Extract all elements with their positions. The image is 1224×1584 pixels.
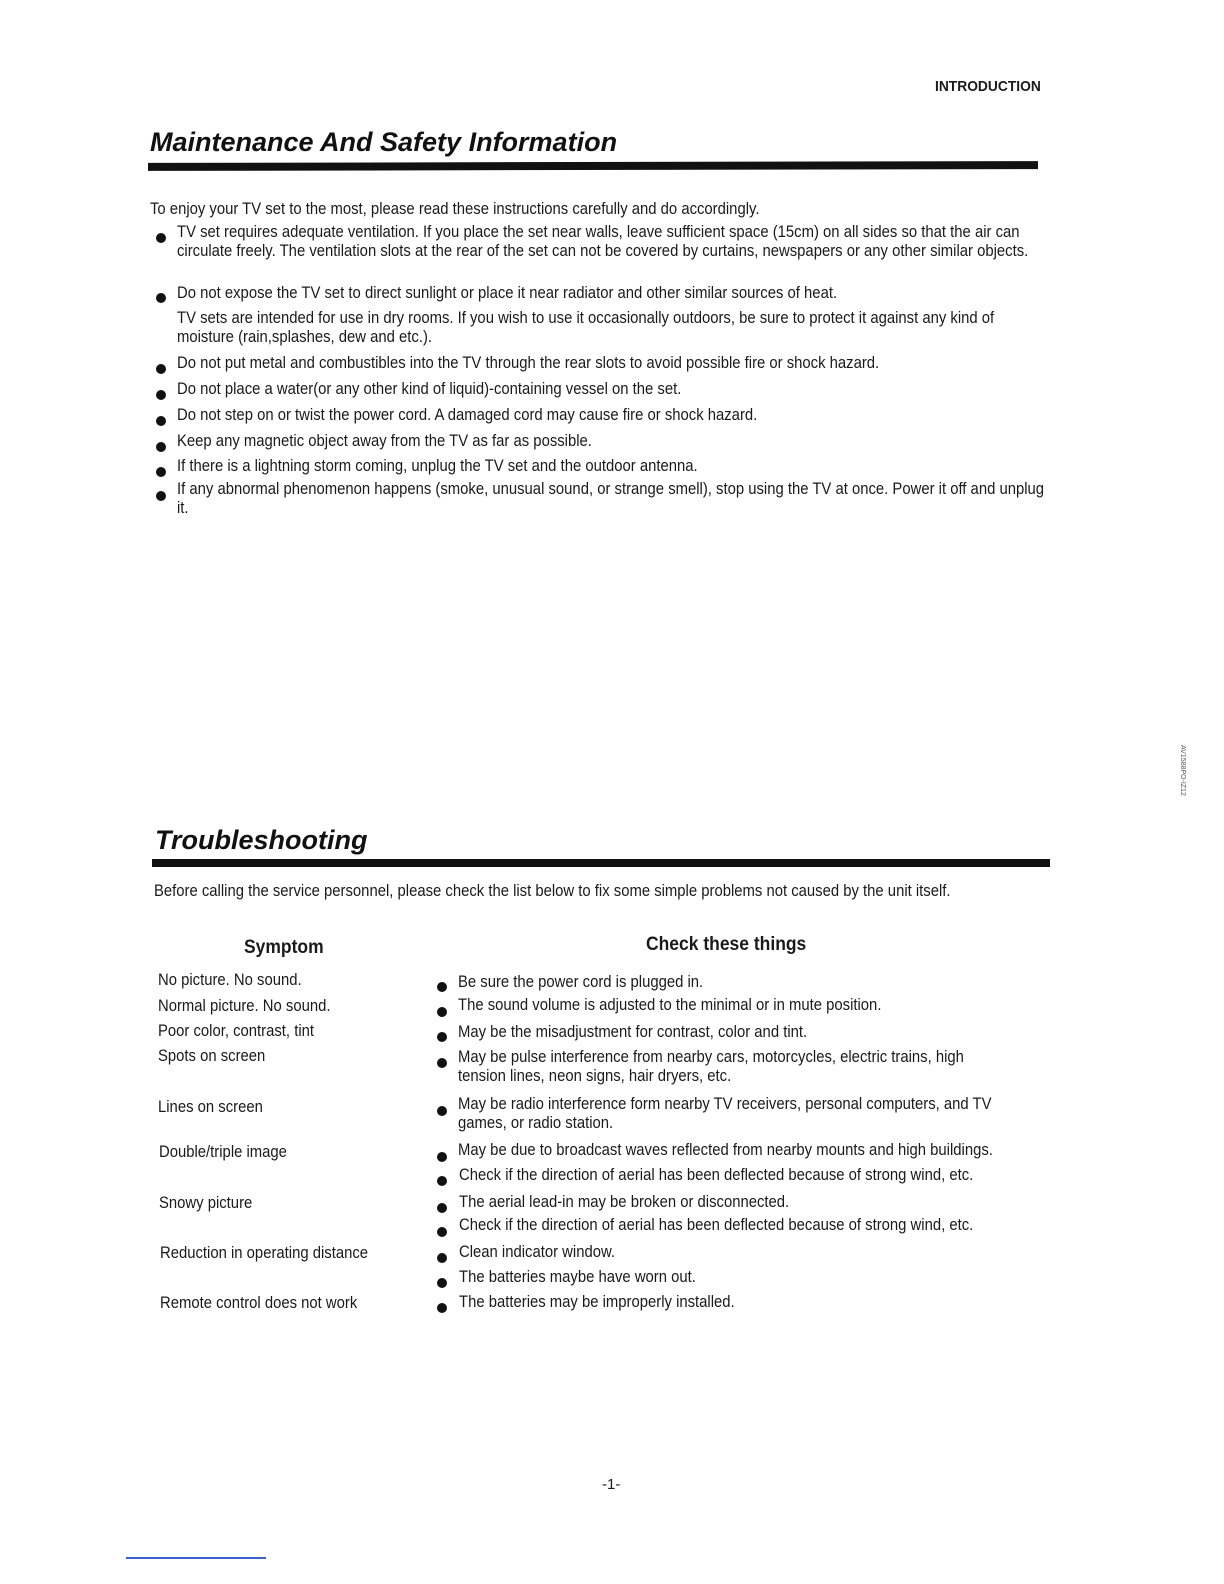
check-item: May be pulse interference from nearby cars, motorcycles, electric trains, high tension lines, neon signs, hair dryers, etc. (458, 1048, 964, 1085)
check-item: The batteries maybe have worn out. (459, 1268, 696, 1286)
bullet-dot (437, 1058, 447, 1068)
bullet-dot (437, 1227, 447, 1237)
bullet-dot (437, 1032, 447, 1042)
check-item: Check if the direction of aerial has been deflected because of strong wind, etc. (459, 1166, 974, 1184)
symptom-item: Lines on screen (158, 1098, 263, 1116)
maintenance-item: Do not expose the TV set to direct sunlight or place it near radiator and other similar sources of heat. (177, 284, 838, 302)
maintenance-intro: To enjoy your TV set to the most, please read these instructions carefully and do accordingly. (150, 200, 760, 218)
maintenance-note: TV sets are intended for use in dry rooms. If you wish to use it occasionally outdoors, be sure to protect it against any kind of moisture (rain,splashes, dew and etc.). (177, 309, 995, 346)
troubleshooting-title-rule (152, 859, 1050, 867)
check-item: May be the misadjustment for contrast, color and tint. (458, 1023, 808, 1041)
scan-edge-line (126, 1557, 266, 1559)
bullet-dot (437, 1176, 447, 1186)
symptom-item: No picture. No sound. (158, 971, 302, 989)
bullet-dot (437, 1007, 447, 1017)
symptom-item: Normal picture. No sound. (158, 997, 331, 1015)
check-item: Be sure the power cord is plugged in. (458, 973, 704, 991)
check-item: The aerial lead-in may be broken or disconnected. (459, 1193, 790, 1211)
maintenance-title-rule (148, 161, 1038, 171)
check-item: May be due to broadcast waves reflected from nearby mounts and high buildings. (458, 1141, 993, 1159)
symptom-column-header: Symptom (244, 937, 324, 958)
bullet-dot (156, 467, 166, 477)
section-label: INTRODUCTION (935, 78, 1041, 95)
symptom-item: Remote control does not work (160, 1294, 358, 1312)
check-column-header: Check these things (646, 934, 807, 955)
page-number: -1- (602, 1476, 621, 1493)
bullet-dot (156, 364, 166, 374)
maintenance-item: Do not put metal and combustibles into the TV through the rear slots to avoid possible fire or shock hazard. (177, 354, 880, 372)
symptom-item: Spots on screen (158, 1047, 266, 1065)
bullet-dot (156, 416, 166, 426)
bullet-dot (437, 1106, 447, 1116)
check-item: May be radio interference form nearby TV receivers, personal computers, and TV games, or radio station. (458, 1095, 992, 1132)
bullet-dot (437, 1253, 447, 1263)
bullet-dot (156, 491, 166, 501)
bullet-dot (437, 982, 447, 992)
bullet-dot (156, 233, 166, 243)
check-item: The batteries may be improperly installed. (459, 1293, 735, 1311)
bullet-dot (437, 1278, 447, 1288)
bullet-dot (437, 1303, 447, 1313)
check-item: The sound volume is adjusted to the minimal or in mute position. (458, 996, 882, 1014)
maintenance-title: Maintenance And Safety Information (150, 127, 618, 157)
symptom-item: Reduction in operating distance (160, 1244, 369, 1262)
bullet-dot (437, 1152, 447, 1162)
maintenance-item: TV set requires adequate ventilation. If you place the set near walls, leave sufficient space (15cm) on all sides so that the air can circulate freely. The ventilation slots at the rear of the set can not be covered by curtains, newspapers or any other similar objects. (177, 223, 1029, 260)
check-item: Check if the direction of aerial has been deflected because of strong wind, etc. (459, 1216, 974, 1234)
symptom-item: Poor color, contrast, tint (158, 1022, 315, 1040)
troubleshooting-title: Troubleshooting (155, 825, 368, 855)
symptom-item: Snowy picture (159, 1194, 253, 1212)
bullet-dot (437, 1203, 447, 1213)
maintenance-item: Do not place a water(or any other kind of liquid)-containing vessel on the set. (177, 380, 682, 398)
maintenance-item: If there is a lightning storm coming, unplug the TV set and the outdoor antenna. (177, 457, 698, 475)
maintenance-item: Keep any magnetic object away from the TV as far as possible. (177, 432, 592, 450)
troubleshooting-intro: Before calling the service personnel, please check the list below to fix some simple problems not caused by the unit itself. (154, 882, 951, 900)
maintenance-item: Do not step on or twist the power cord. A damaged cord may cause fire or shock hazard. (177, 406, 758, 424)
bullet-dot (156, 293, 166, 303)
check-item: Clean indicator window. (459, 1243, 616, 1261)
symptom-item: Double/triple image (159, 1143, 287, 1161)
bullet-dot (156, 442, 166, 452)
maintenance-item: If any abnormal phenomenon happens (smoke, unusual sound, or strange smell), stop using the TV at once. Power it off and unplug it. (177, 480, 1045, 517)
side-margin-code: AV1588PO-IZ12 (1179, 745, 1186, 796)
bullet-dot (156, 390, 166, 400)
